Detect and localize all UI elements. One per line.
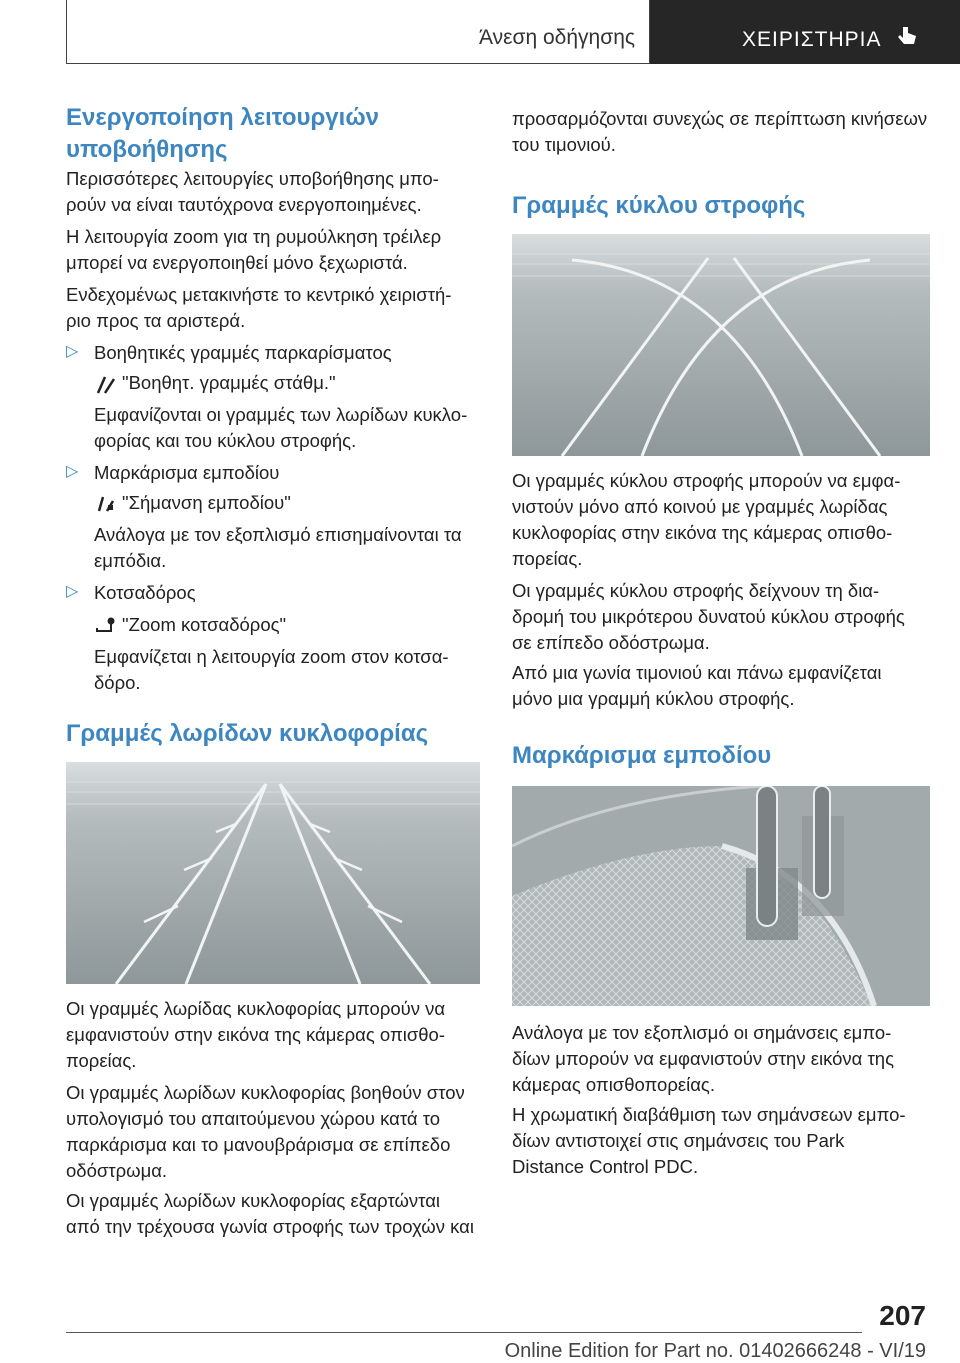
paragraph: Ανάλογα με τον εξοπλισμό επισημαίνονται τα εμπόδια. xyxy=(94,524,462,571)
triangle-bullet-icon: ▷ xyxy=(66,583,79,600)
triangle-bullet-icon: ▷ xyxy=(66,463,79,480)
hand-pointer-icon xyxy=(894,24,920,50)
paragraph: Η λειτουργία zoom για τη ρυμούλκηση τρέιλερ μπορεί να ενεργοποιηθεί μόνο ξεχωριστά. xyxy=(66,226,442,273)
heading-lane-lines: Γραμμές λωρίδων κυκλοφορίας xyxy=(66,720,429,747)
paragraph: Οι γραμμές λωρίδων κυκλοφορίας βοηθούν στον υπολογισμό του απαιτούμενου χώρου κατά το παρκάρισμα και το μανουβράρισμα σε επίπεδο οδόστρωμα. xyxy=(66,1082,465,1181)
paragraph: Εμφανίζονται οι γραμμές των λωρίδων κυκλο- φορίας και του κύκλου στροφής. xyxy=(94,404,468,451)
paragraph: Οι γραμμές κύκλου στροφής μπορούν να εμφα- νιστούν μόνο από κοινού με γραμμές λωρίδας κυκλοφορίας στην εικόνα της κάμερας οπισθο- πορείας. xyxy=(512,470,901,569)
paragraph: Οι γραμμές κύκλου στροφής δείχνουν τη δια- δρομή του μικρότερου δυνατού κύκλου στροφής σε επίπεδο οδόστρωμα. xyxy=(512,580,905,653)
heading-activate-functions: Ενεργοποίηση λειτουργιών υποβοήθησης xyxy=(66,104,379,163)
header-chapter-box xyxy=(650,0,960,64)
paragraph: Εμφανίζεται η λειτουργία zoom στον κοτσα- δόρο. xyxy=(94,646,449,693)
lane-lines-image xyxy=(66,762,480,984)
turning-circle-image xyxy=(512,234,930,456)
paragraph: Οι γραμμές λωρίδων κυκλοφορίας εξαρτώνται από την τρέχουσα γωνία στροφής των τροχών και xyxy=(66,1190,474,1237)
page-number: 207 xyxy=(879,1300,926,1331)
paragraph: Περισσότερες λειτουργίες υποβοήθησης μπο- ρούν να είναι ταυτόχρονα ενεργοποιημένες. xyxy=(66,168,439,215)
paragraph: Οι γραμμές λωρίδας κυκλοφορίας μπορούν να εμφανιστούν στην εικόνα της κάμερας οπισθο- πορείας. xyxy=(66,998,446,1071)
menu-item-tow-hitch-zoom: "Zoom κοτσαδόρος" xyxy=(94,612,286,638)
footer-rule xyxy=(66,1332,862,1333)
heading-turning-circle-lines: Γραμμές κύκλου στροφής xyxy=(512,192,806,219)
triangle-bullet-icon: ▷ xyxy=(66,343,79,360)
header-chapter-title: ΧΕΙΡΙΣΤΗΡΙΑ xyxy=(742,28,882,51)
menu-item-guide-lines: "Βοηθητ. γραμμές στάθμ." xyxy=(94,370,336,396)
obstacle-marking-icon xyxy=(94,493,118,515)
header-section-title: Άνεση οδήγησης xyxy=(479,26,635,49)
paragraph: Η χρωματική διαβάθμιση των σημάνσεων εμπο- δίων αντιστοιχεί στις σημάνσεις του Park Distance Control PDC. xyxy=(512,1104,906,1177)
paragraph: προσαρμόζονται συνεχώς σε περίπτωση κινήσεων του τιμονιού. xyxy=(512,108,928,155)
paragraph: Ενδεχομένως μετακινήστε το κεντρικό χειριστή- ριο προς τα αριστερά. xyxy=(66,284,452,331)
menu-item-obstacle-marking: "Σήμανση εμποδίου" xyxy=(94,490,291,516)
tow-hitch-icon xyxy=(94,615,118,637)
paragraph: Ανάλογα με τον εξοπλισμό οι σημάνσεις εμπο- δίων μπορούν να εμφανιστούν στην εικόνα της κάμερας οπισθοπορείας. xyxy=(512,1022,894,1095)
footer-edition: Online Edition for Part no. 01402666248 - VI/19 xyxy=(504,1340,926,1362)
paragraph: Από μια γωνία τιμονιού και πάνω εμφανίζεται μόνο μια γραμμή κύκλου στροφής. xyxy=(512,662,882,709)
parking-lines-icon xyxy=(94,373,118,395)
header-section-box xyxy=(66,0,650,64)
obstacle-marking-image xyxy=(512,786,930,1006)
heading-obstacle-marking: Μαρκάρισμα εμποδίου xyxy=(512,742,772,769)
